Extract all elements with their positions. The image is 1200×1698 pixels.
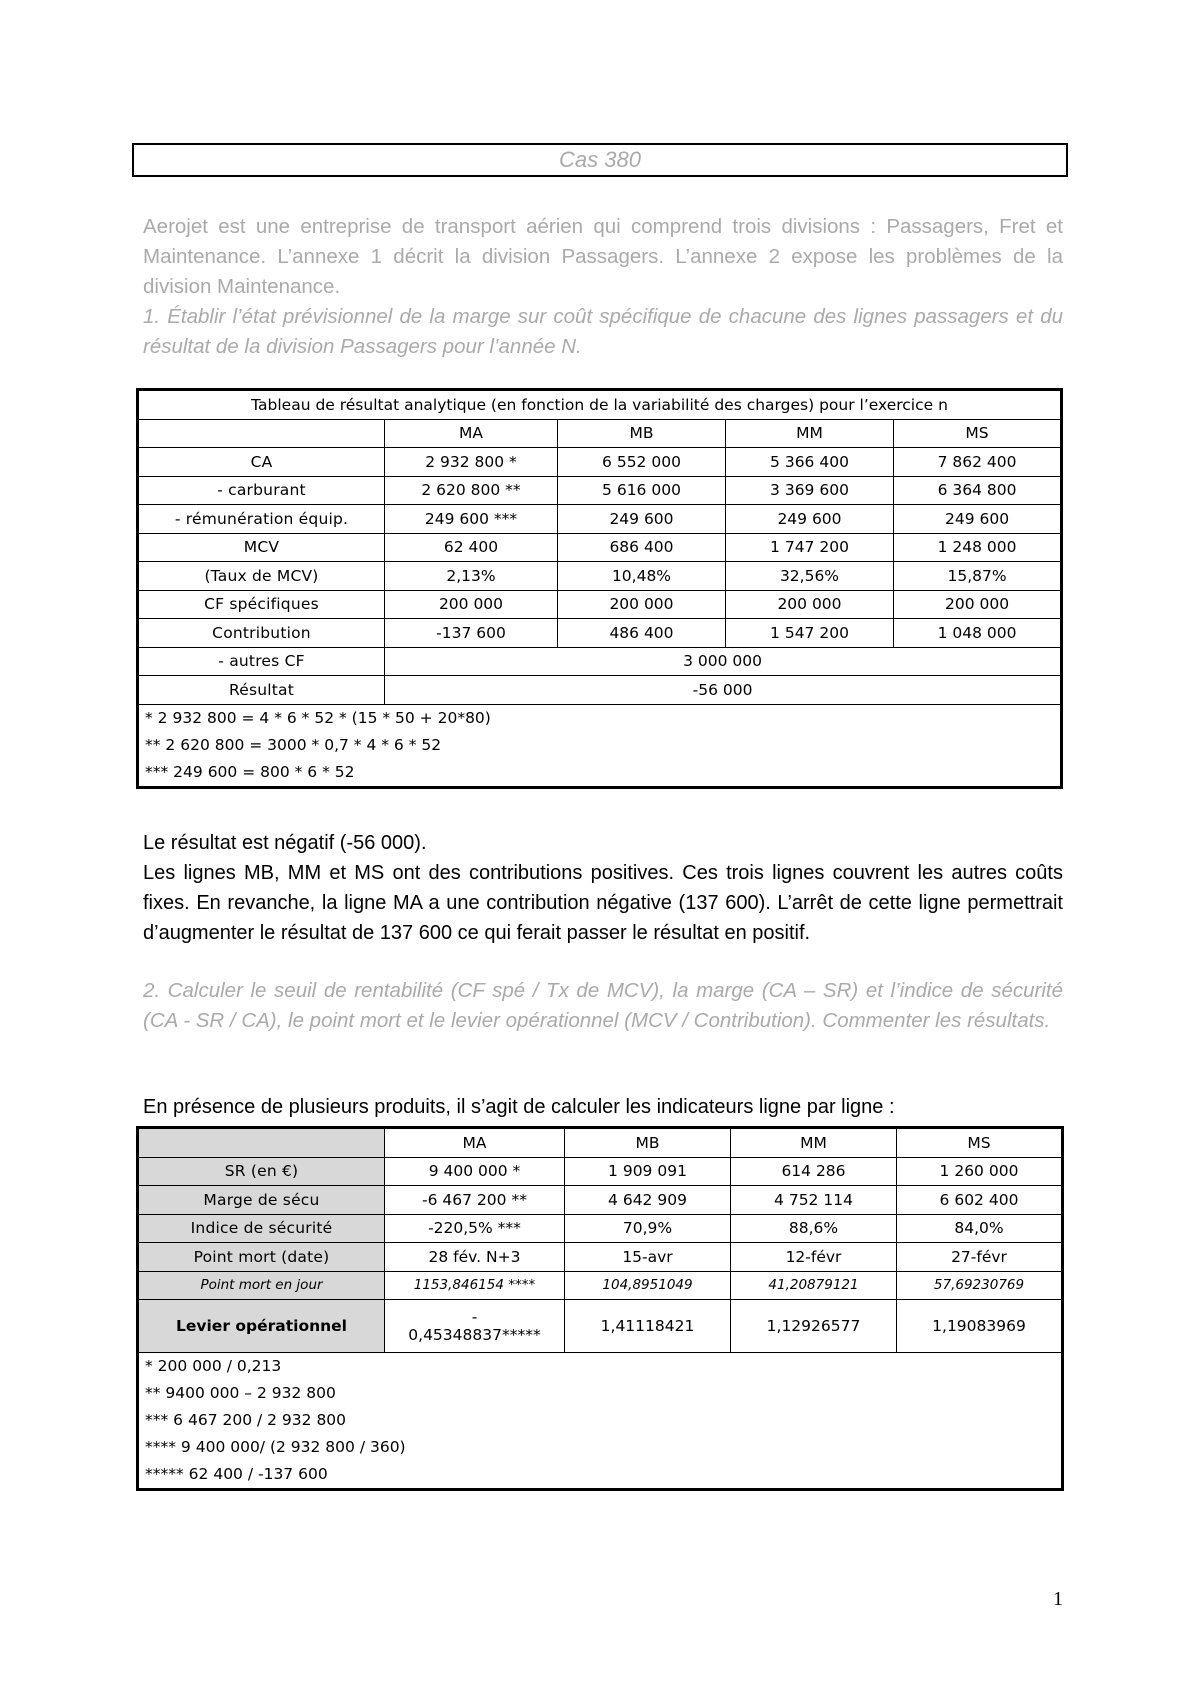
table-cell: -220,5% *** xyxy=(385,1214,565,1243)
header-cell xyxy=(138,419,385,448)
row-label: - carburant xyxy=(138,476,385,505)
table-cell: 1,41118421 xyxy=(565,1300,731,1353)
note: **** 9 400 000/ (2 932 800 / 360) xyxy=(145,1438,406,1456)
table-cell: -56 000 xyxy=(385,676,1062,705)
table-cell: 614 286 xyxy=(731,1157,897,1186)
table-row xyxy=(138,476,1062,505)
case-title: Cas 380 xyxy=(132,143,1068,177)
table-cell: 3 369 600 xyxy=(726,476,894,505)
table-cell: 15-avr xyxy=(565,1243,731,1272)
table-row xyxy=(138,590,1062,619)
answer-paragraph: Les lignes MB, MM et MS ont des contributions positives. Ces trois lignes couvrent les autres coûts fixes. En revanche, la ligne MA a une contribution négative (137 600). L’arrêt de cette ligne permettrait d’augmenter le résultat de 137 600 ce qui ferait passer le résultat en positif. xyxy=(143,862,1063,944)
table-header-row xyxy=(138,419,1062,448)
table-cell: 6 602 400 xyxy=(897,1186,1063,1215)
notes-row xyxy=(138,1353,1063,1490)
table-cell: 5 366 400 xyxy=(726,448,894,477)
intro-paragraph: Aerojet est une entreprise de transport aérien qui comprend trois divisions : Passagers, Fret et Maintenance. L’annexe 1 décrit la division Passagers. L’annexe 2 expose les problèmes de la division Maintenance. xyxy=(143,215,1063,298)
table-cell: 4 642 909 xyxy=(565,1186,731,1215)
header-cell: MS xyxy=(894,419,1062,448)
table-cell: 32,56% xyxy=(726,562,894,591)
note: ***** 62 400 / -137 600 xyxy=(145,1465,328,1483)
table-cell: 486 400 xyxy=(558,619,726,648)
table-cell: 27-févr xyxy=(897,1243,1063,1272)
table-cell: 1 248 000 xyxy=(894,533,1062,562)
table-cell: -6 467 200 ** xyxy=(385,1186,565,1215)
note: *** 249 600 = 800 * 6 * 52 xyxy=(145,762,355,781)
header-cell: MA xyxy=(385,419,558,448)
note: *** 6 467 200 / 2 932 800 xyxy=(145,1411,347,1429)
header-cell: MB xyxy=(558,419,726,448)
table-row xyxy=(138,647,1062,676)
table-cell: 9 400 000 * xyxy=(385,1157,565,1186)
table-cell: 62 400 xyxy=(385,533,558,562)
table-notes xyxy=(138,704,1062,787)
table-cell: 104,8951049 xyxy=(565,1271,731,1300)
table-cell: 1 547 200 xyxy=(726,619,894,648)
header-cell xyxy=(138,1128,385,1158)
row-label: Résultat xyxy=(138,676,385,705)
table-row xyxy=(138,1300,1063,1353)
table-cell: 3 000 000 xyxy=(385,647,1062,676)
table-cell: 1 260 000 xyxy=(897,1157,1063,1186)
row-label: Point mort (date) xyxy=(138,1243,385,1272)
table-cell: 1 909 091 xyxy=(565,1157,731,1186)
table-header-row xyxy=(138,1128,1063,1158)
row-label: Marge de sécu xyxy=(138,1186,385,1215)
table-cell xyxy=(385,1300,565,1353)
row-label: Contribution xyxy=(138,619,385,648)
table-cell: 84,0% xyxy=(897,1214,1063,1243)
table-row xyxy=(138,676,1062,705)
row-label: - autres CF xyxy=(138,647,385,676)
notes-row xyxy=(138,704,1062,787)
table-notes xyxy=(138,1353,1063,1490)
table-cell: 1153,846154 **** xyxy=(385,1271,565,1300)
table-row xyxy=(138,562,1062,591)
page-number: 1 xyxy=(1053,1588,1063,1610)
table-row xyxy=(138,1243,1063,1272)
table-row xyxy=(138,1186,1063,1215)
answer-1 xyxy=(143,828,1063,948)
table-cell: 2 932 800 * xyxy=(385,448,558,477)
table-cell: -137 600 xyxy=(385,619,558,648)
table-row xyxy=(138,1157,1063,1186)
question-2: 2. Calculer le seuil de rentabilité (CF spé / Tx de MCV), la marge (CA – SR) et l’indice de sécurité (CA - SR / CA), le point mort et le levier opérationnel (MCV / Contribution). Commenter les résultats. xyxy=(143,979,1063,1032)
table-cell: 2 620 800 ** xyxy=(385,476,558,505)
table-cell: 6 552 000 xyxy=(558,448,726,477)
row-label: CA xyxy=(138,448,385,477)
table-cell: 28 fév. N+3 xyxy=(385,1243,565,1272)
header-cell: MS xyxy=(897,1128,1063,1158)
intro-2: En présence de plusieurs produits, il s’agit de calculer les indicateurs ligne par ligne : xyxy=(143,1096,895,1118)
table-row xyxy=(138,505,1062,534)
table-cell: 41,20879121 xyxy=(731,1271,897,1300)
levier-ma-line2: 0,45348837***** xyxy=(408,1326,541,1344)
table-cell: 1 747 200 xyxy=(726,533,894,562)
header-cell: MB xyxy=(565,1128,731,1158)
table-row xyxy=(138,1271,1063,1300)
note: * 2 932 800 = 4 * 6 * 52 * (15 * 50 + 20*80) xyxy=(145,708,491,727)
intro-block xyxy=(143,212,1063,362)
table-cell: 70,9% xyxy=(565,1214,731,1243)
table-cell: 12-févr xyxy=(731,1243,897,1272)
table-cell: 1 048 000 xyxy=(894,619,1062,648)
table-cell: 200 000 xyxy=(726,590,894,619)
answer-line: Le résultat est négatif (-56 000). xyxy=(143,832,427,854)
table-row xyxy=(138,619,1062,648)
row-label: SR (en €) xyxy=(138,1157,385,1186)
note: * 200 000 / 0,213 xyxy=(145,1357,282,1375)
result-table-caption: Tableau de résultat analytique (en fonction de la variabilité des charges) pour l’exercice n xyxy=(138,390,1062,420)
table-cell: 7 862 400 xyxy=(894,448,1062,477)
note: ** 9400 000 – 2 932 800 xyxy=(145,1384,336,1402)
table-cell: 1,19083969 xyxy=(897,1300,1063,1353)
table-cell: 88,6% xyxy=(731,1214,897,1243)
table-cell: 1,12926577 xyxy=(731,1300,897,1353)
row-label: Levier opérationnel xyxy=(138,1300,385,1353)
row-label: Indice de sécurité xyxy=(138,1214,385,1243)
table-row xyxy=(138,533,1062,562)
table-cell: 200 000 xyxy=(385,590,558,619)
table-cell: 249 600 *** xyxy=(385,505,558,534)
table-cell: 15,87% xyxy=(894,562,1062,591)
table-cell: 686 400 xyxy=(558,533,726,562)
table-cell: 249 600 xyxy=(894,505,1062,534)
row-label: MCV xyxy=(138,533,385,562)
row-label: - rémunération équip. xyxy=(138,505,385,534)
header-cell: MM xyxy=(726,419,894,448)
table-cell: 6 364 800 xyxy=(894,476,1062,505)
table-cell: 4 752 114 xyxy=(731,1186,897,1215)
note: ** 2 620 800 = 3000 * 0,7 * 4 * 6 * 52 xyxy=(145,735,442,754)
levier-ma-line1: - xyxy=(471,1308,478,1326)
indicators-table xyxy=(136,1126,1064,1491)
table-row xyxy=(138,448,1062,477)
table-row xyxy=(138,1214,1063,1243)
table-cell: 249 600 xyxy=(726,505,894,534)
table-cell: 2,13% xyxy=(385,562,558,591)
header-cell: MM xyxy=(731,1128,897,1158)
table-cell: 57,69230769 xyxy=(897,1271,1063,1300)
table-cell: 249 600 xyxy=(558,505,726,534)
table-cell: 200 000 xyxy=(894,590,1062,619)
row-label: Point mort en jour xyxy=(138,1271,385,1300)
table-cell: 200 000 xyxy=(558,590,726,619)
table-cell: 5 616 000 xyxy=(558,476,726,505)
row-label: (Taux de MCV) xyxy=(138,562,385,591)
row-label: CF spécifiques xyxy=(138,590,385,619)
table-cell: 10,48% xyxy=(558,562,726,591)
header-cell: MA xyxy=(385,1128,565,1158)
question-1: 1. Établir l’état prévisionnel de la marge sur coût spécifique de chacune des lignes passagers et du résultat de la division Passagers pour l’année N. xyxy=(143,305,1063,358)
result-table xyxy=(136,388,1063,789)
